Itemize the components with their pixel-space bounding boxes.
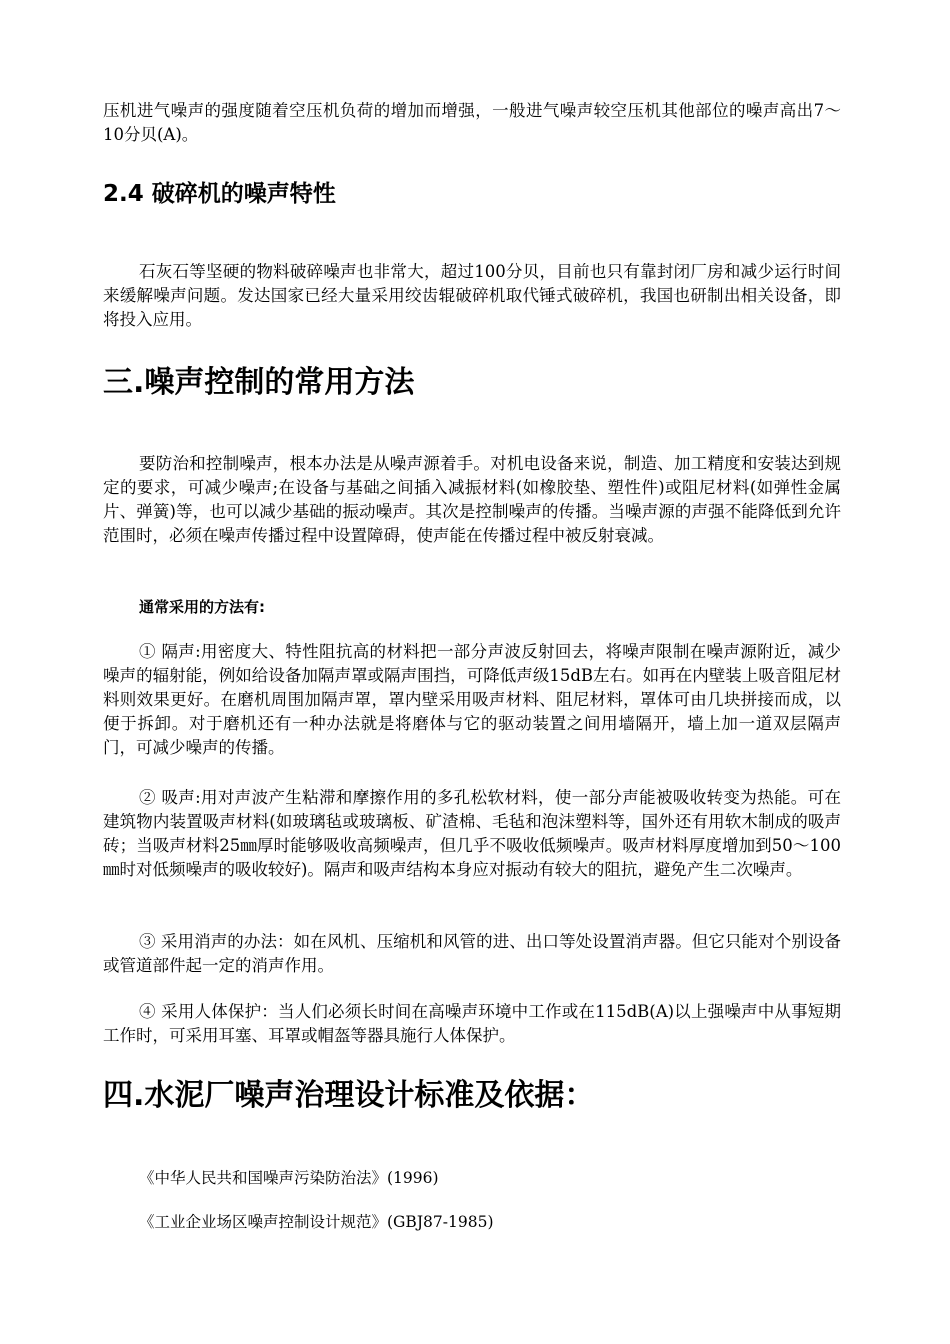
section-3-paragraph: 要防治和控制噪声，根本办法是从噪声源着手。对机电设备来说，制造、加工精度和安装达到规定的要求，可减少噪声;在设备与基础之间插入减振材料(如橡胶垫、塑性件)或阻尼材料(如弹性金属片、弹簧)等，也可以减少基础的振动噪声。其次是控制噪声的传播。当噪声源的声强不能降低到允许范围时，必须在噪声传播过程中设置障碍，使声能在传播过程中被反射衰减。 (103, 454, 841, 545)
intro-paragraph: 压机进气噪声的强度随着空压机负荷的增加而增强，一般进气噪声较空压机其他部位的噪声高出7～10分贝(A)。 (103, 101, 841, 144)
reference-item: 《工业企业场区噪声控制设计规范》(GBJ87-1985) (139, 1213, 494, 1231)
section-3-heading: 三.噪声控制的常用方法 (103, 365, 415, 400)
method-3-paragraph: ③ 采用消声的办法：如在风机、压缩机和风管的进、出口等处设置消声器。但它只能对个别设备或管道部件起一定的消声作用。 (103, 932, 841, 975)
method-1-paragraph: ① 隔声:用密度大、特性阻抗高的材料把一部分声波反射回去，将噪声限制在噪声源附近，减少噪声的辐射能，例如给设备加隔声罩或隔声围挡，可降低声级15dB左右。如再在内壁装上吸音阻尼材料则效果更好。在磨机周围加隔声罩，罩内壁采用吸声材料、阻尼材料，罩体可由几块拼接而成，以便于拆卸。对于磨机还有一种办法就是将磨体与它的驱动装置之间用墙隔开，墙上加一道双层隔声门，可减少噪声的传播。 (103, 642, 841, 757)
methods-label: 通常采用的方法有: (139, 598, 265, 616)
method-2-paragraph: ② 吸声:用对声波产生粘滞和摩擦作用的多孔松软材料，使一部分声能被吸收转变为热能。可在建筑物内装置吸声材料(如玻璃毡或玻璃板、矿渣棉、毛毡和泡沫塑料等，国外还有用软木制成的吸声砖；当吸声材料25㎜厚时能够吸收高频噪声，但几乎不吸收低频噪声。吸声材料厚度增加到50～100㎜时对低频噪声的吸收较好)。隔声和吸声结构本身应对振动有较大的阻抗，避免产生二次噪声。 (103, 788, 841, 879)
section-4-heading: 四.水泥厂噪声治理设计标准及依据： (103, 1078, 595, 1113)
method-4-paragraph: ④ 采用人体保护：当人们必须长时间在高噪声环境中工作或在115dB(A)以上强噪声中从事短期工作时，可采用耳塞、耳罩或帽盔等器具施行人体保护。 (103, 1002, 841, 1045)
section-2-4-heading: 2.4 破碎机的噪声特性 (103, 181, 336, 207)
reference-item: 《中华人民共和国噪声污染防治法》(1996) (139, 1169, 439, 1187)
section-2-4-paragraph: 石灰石等坚硬的物料破碎噪声也非常大，超过100分贝，目前也只有靠封闭厂房和减少运行时间来缓解噪声问题。发达国家已经大量采用绞齿辊破碎机取代锤式破碎机，我国也研制出相关设备，即将投入应用。 (103, 262, 841, 329)
